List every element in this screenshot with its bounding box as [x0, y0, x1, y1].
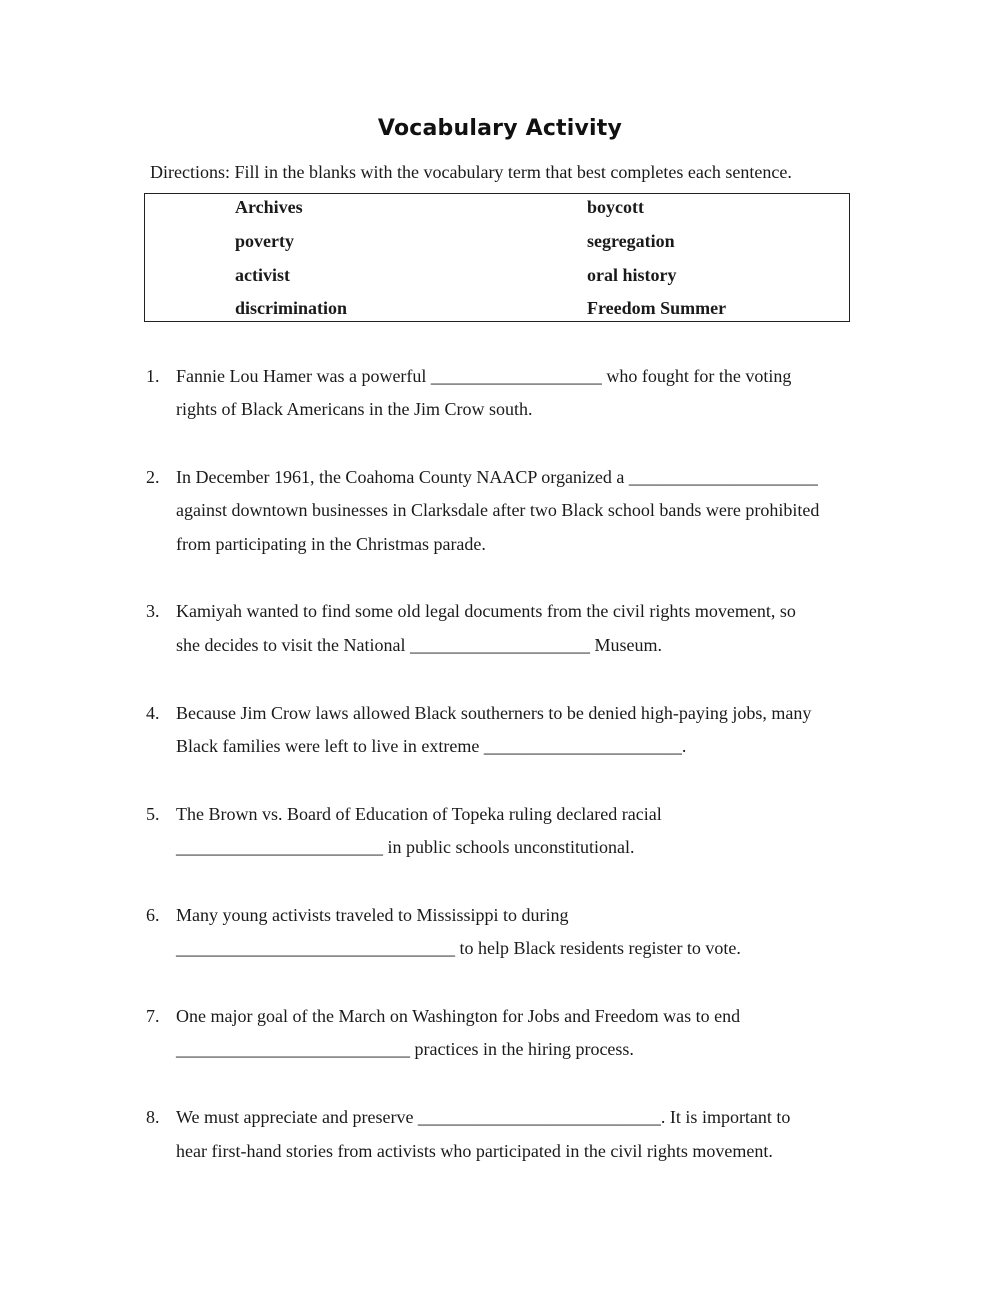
word-bank-term: segregation — [587, 231, 675, 251]
question-number: 6. — [146, 905, 160, 925]
question-number: 4. — [146, 703, 160, 723]
question-line: __________________________ practices in the hiring process. — [176, 1039, 634, 1059]
question-number: 3. — [146, 601, 160, 621]
question-number: 8. — [146, 1107, 160, 1127]
question-line: _______________________ in public schools unconstitutional. — [176, 837, 635, 857]
question-line: against downtown businesses in Clarksdale after two Black school bands were prohibited — [176, 500, 820, 520]
word-bank-term: oral history — [587, 265, 677, 285]
question-line: We must appreciate and preserve ___________________________. It is important to — [176, 1107, 791, 1127]
word-bank-term: Freedom Summer — [587, 298, 727, 318]
question-number: 2. — [146, 467, 160, 487]
worksheet-title: Vocabulary Activity — [377, 116, 623, 141]
word-bank-term: poverty — [235, 231, 294, 251]
question-line: In December 1961, the Coahoma County NAACP organized a _____________________ — [176, 467, 818, 487]
question-line: Kamiyah wanted to find some old legal documents from the civil rights movement, so — [176, 601, 796, 621]
question-line: One major goal of the March on Washington for Jobs and Freedom was to end — [176, 1006, 741, 1026]
question-line: Fannie Lou Hamer was a powerful ___________________ who fought for the voting — [176, 366, 792, 386]
question-line: The Brown vs. Board of Education of Topeka ruling declared racial — [176, 804, 662, 824]
question-number: 1. — [146, 366, 160, 386]
word-bank-term: discrimination — [235, 298, 348, 318]
question-line: rights of Black Americans in the Jim Crow south. — [176, 399, 533, 419]
word-bank-box — [144, 193, 850, 322]
question-line: from participating in the Christmas parade. — [176, 534, 486, 554]
word-bank-term: Archives — [235, 197, 303, 217]
word-bank-term: boycott — [587, 197, 644, 217]
question-line: Because Jim Crow laws allowed Black southerners to be denied high-paying jobs, many — [176, 703, 812, 723]
question-line: Many young activists traveled to Mississippi to during — [176, 905, 569, 925]
question-line: she decides to visit the National ____________________ Museum. — [176, 635, 662, 655]
directions-text: Directions: Fill in the blanks with the vocabulary term that best completes each sentence. — [150, 162, 792, 182]
word-bank-term: activist — [235, 265, 290, 285]
question-line: hear first-hand stories from activists who participated in the civil rights movement. — [176, 1141, 773, 1161]
question-line: Black families were left to live in extreme ______________________. — [176, 736, 687, 756]
question-number: 7. — [146, 1006, 160, 1026]
question-number: 5. — [146, 804, 160, 824]
question-line: _______________________________ to help Black residents register to vote. — [176, 938, 741, 958]
